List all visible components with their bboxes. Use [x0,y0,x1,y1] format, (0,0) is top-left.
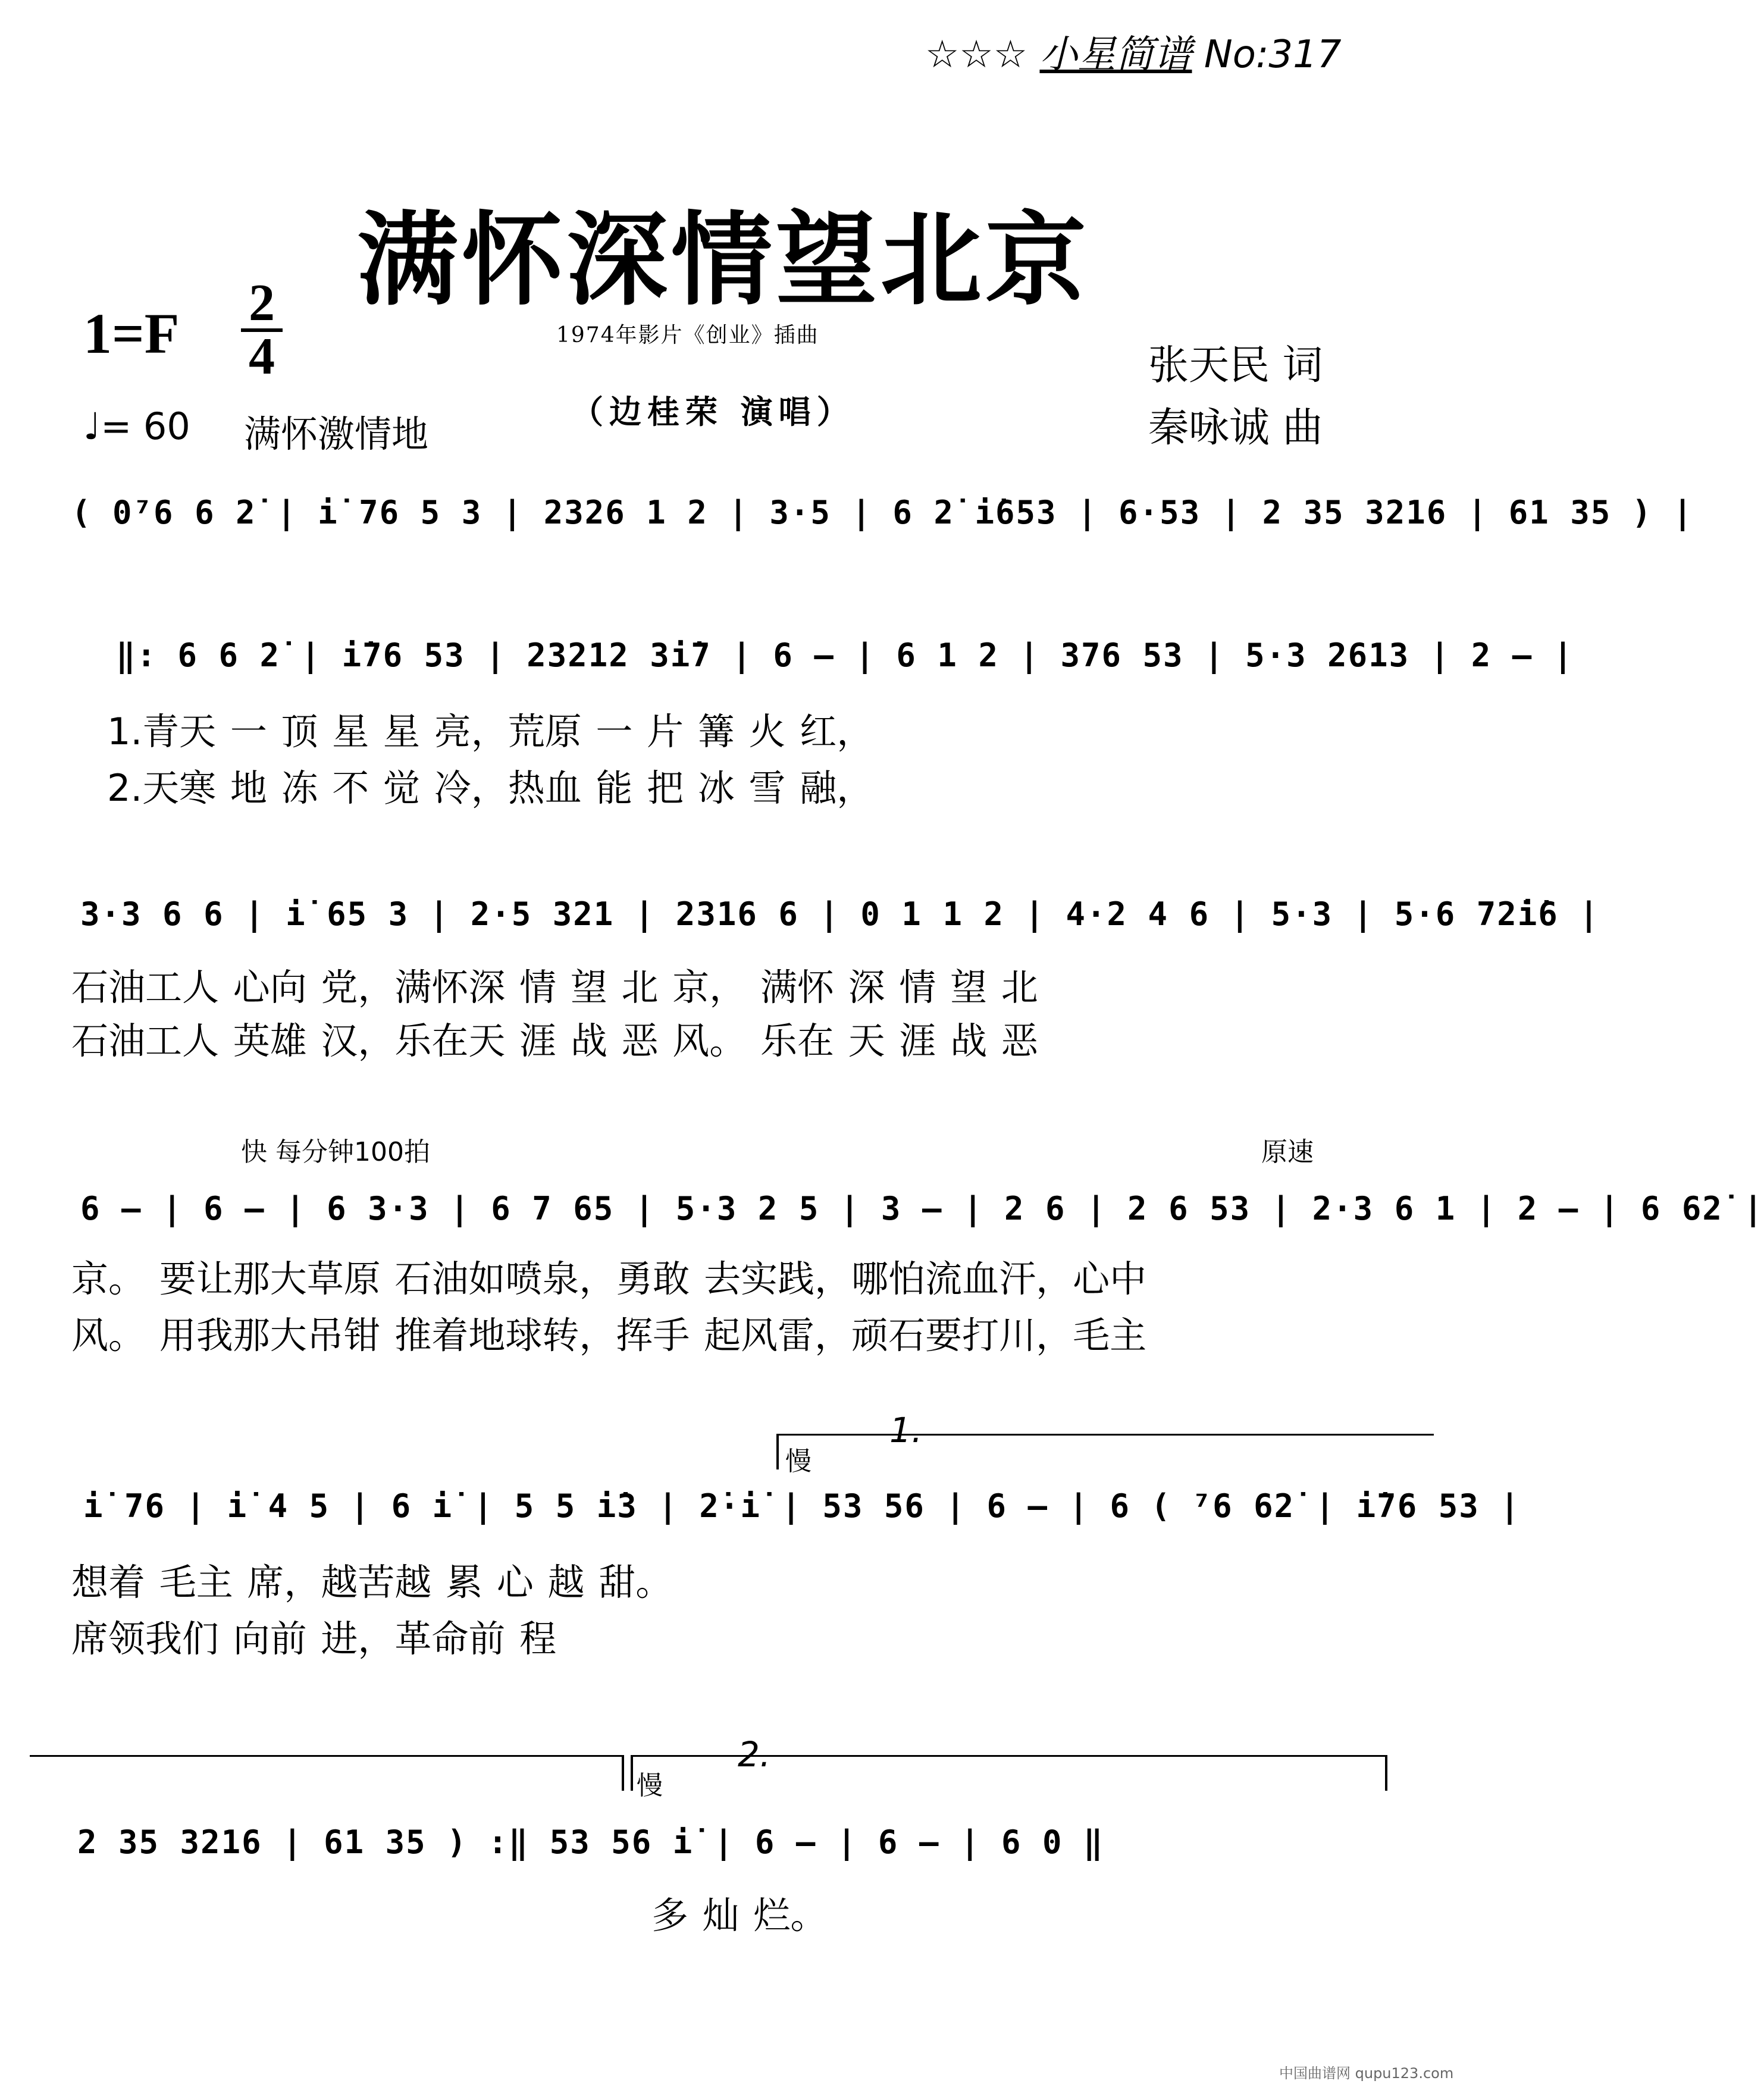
lyric-line-2a: 1.青天 一 顶 星 星 亮，荒原 一 片 篝 火 红， [107,710,874,753]
rating-stars: ☆☆☆ [925,33,1028,77]
notation-line-3: 3·3 6 6 | i̇ 65 3 | 2·5 321 | 2316 6 | 0 1 1 2 | 4·2 4 6 | 5·3 | 5·6 72̇i̇6 | [80,895,1600,933]
volta-1-bracket-top [776,1434,1434,1436]
lyric-line-5a: 想着 毛主 席，越苦越 累 心 越 甜。 [71,1560,673,1604]
volta-1-continuation [30,1755,622,1757]
header [925,24,1342,79]
tempo-original-marking: 原速 [1261,1137,1314,1167]
lyric-line-4a: 京。 要让那大草原 石油如喷泉，勇敢 去实践，哪怕流血汗，心中 [71,1257,1147,1301]
singer: （边桂荣 演唱） [571,393,855,431]
notation-line-intro: ( 0⁷6 6 2̇ | i̇ 76 5 3 | 2326 1 2 | 3·5 | 6 2̇ i̇653 | 6·53 | 2 35 3216 | 61 35 ) | [71,494,1694,531]
page-title: 满怀深情望北京 [357,200,1091,319]
watermark: 中国曲谱网 qupu123.com [1279,2065,1454,2082]
tempo-fast-marking: 快 每分钟100拍 [241,1137,430,1167]
time-signature [241,274,283,386]
volta-1-end [622,1755,624,1791]
notation-line-6: 2 35 3216 | 61 35 ) :‖ 53 56 i̇ | 6 – | 6 – | 6 0 ‖ [77,1823,1104,1861]
tempo-slow-marking-2: 慢 [637,1770,663,1801]
lyricist: 张天民 词 [1148,342,1323,389]
expression-marking: 满怀激情地 [244,412,429,456]
lyric-line-5b: 席领我们 向前 进，革命前 程 [71,1617,557,1660]
lyric-line-2b: 2.天寒 地 冻 不 觉 冷，热血 能 把 冰 雪 融， [107,766,874,810]
brand-link[interactable]: 小星简谱 [1039,33,1192,77]
volta-1-bracket-left [776,1434,779,1469]
time-top: 2 [249,274,275,332]
notation-line-2: ‖: 6 6 2̇ | i̇76 53 | 23212 3i̇7 | 6 – | 6 1 2 | 376 53 | 5·3 2613 | 2 – | [116,637,1574,674]
lyric-line-3a: 石油工人 心向 党，满怀深 情 望 北 京， 满怀 深 情 望 北 [71,966,1038,1009]
notation-line-5: i̇ 76 | i̇ 4 5 | 6 i̇ | 5 5 i̇3 | 2̇·i̇ | 53 56 | 6 – | 6 ( ⁷6 62̇ | i̇76 53 | [83,1487,1521,1525]
score-number: No:317 [1204,33,1342,77]
lyric-line-6: 多 灿 烂。 [651,1894,828,1937]
composer: 秦咏诚 曲 [1148,405,1323,452]
volta-1-label: 1. [889,1410,923,1450]
lyric-line-3b: 石油工人 英雄 汉，乐在天 涯 战 恶 风。 乐在 天 涯 战 恶 [71,1019,1038,1063]
notation-line-4: 6 – | 6 – | 6 3·3 | 6 7 65 | 5·3 2 5 | 3 – | 2 6 | 2 6 53 | 2·3 6 1 | 2 – | 6 62̇ | [80,1190,1764,1227]
volta-2-bracket-left [631,1755,633,1791]
tempo-marking: ♩= 60 [83,405,190,448]
time-bottom: 4 [249,328,275,386]
key-signature: 1=F [83,302,180,365]
volta-2-label: 2. [738,1734,771,1775]
lyric-line-4b: 风。 用我那大吊钳 推着地球转，挥手 起风雷，顽石要打川，毛主 [71,1314,1147,1357]
subtitle: 1974年影片《创业》插曲 [556,323,819,347]
volta-2-end [1385,1755,1387,1791]
tempo-slow-marking-1: 慢 [785,1446,811,1477]
